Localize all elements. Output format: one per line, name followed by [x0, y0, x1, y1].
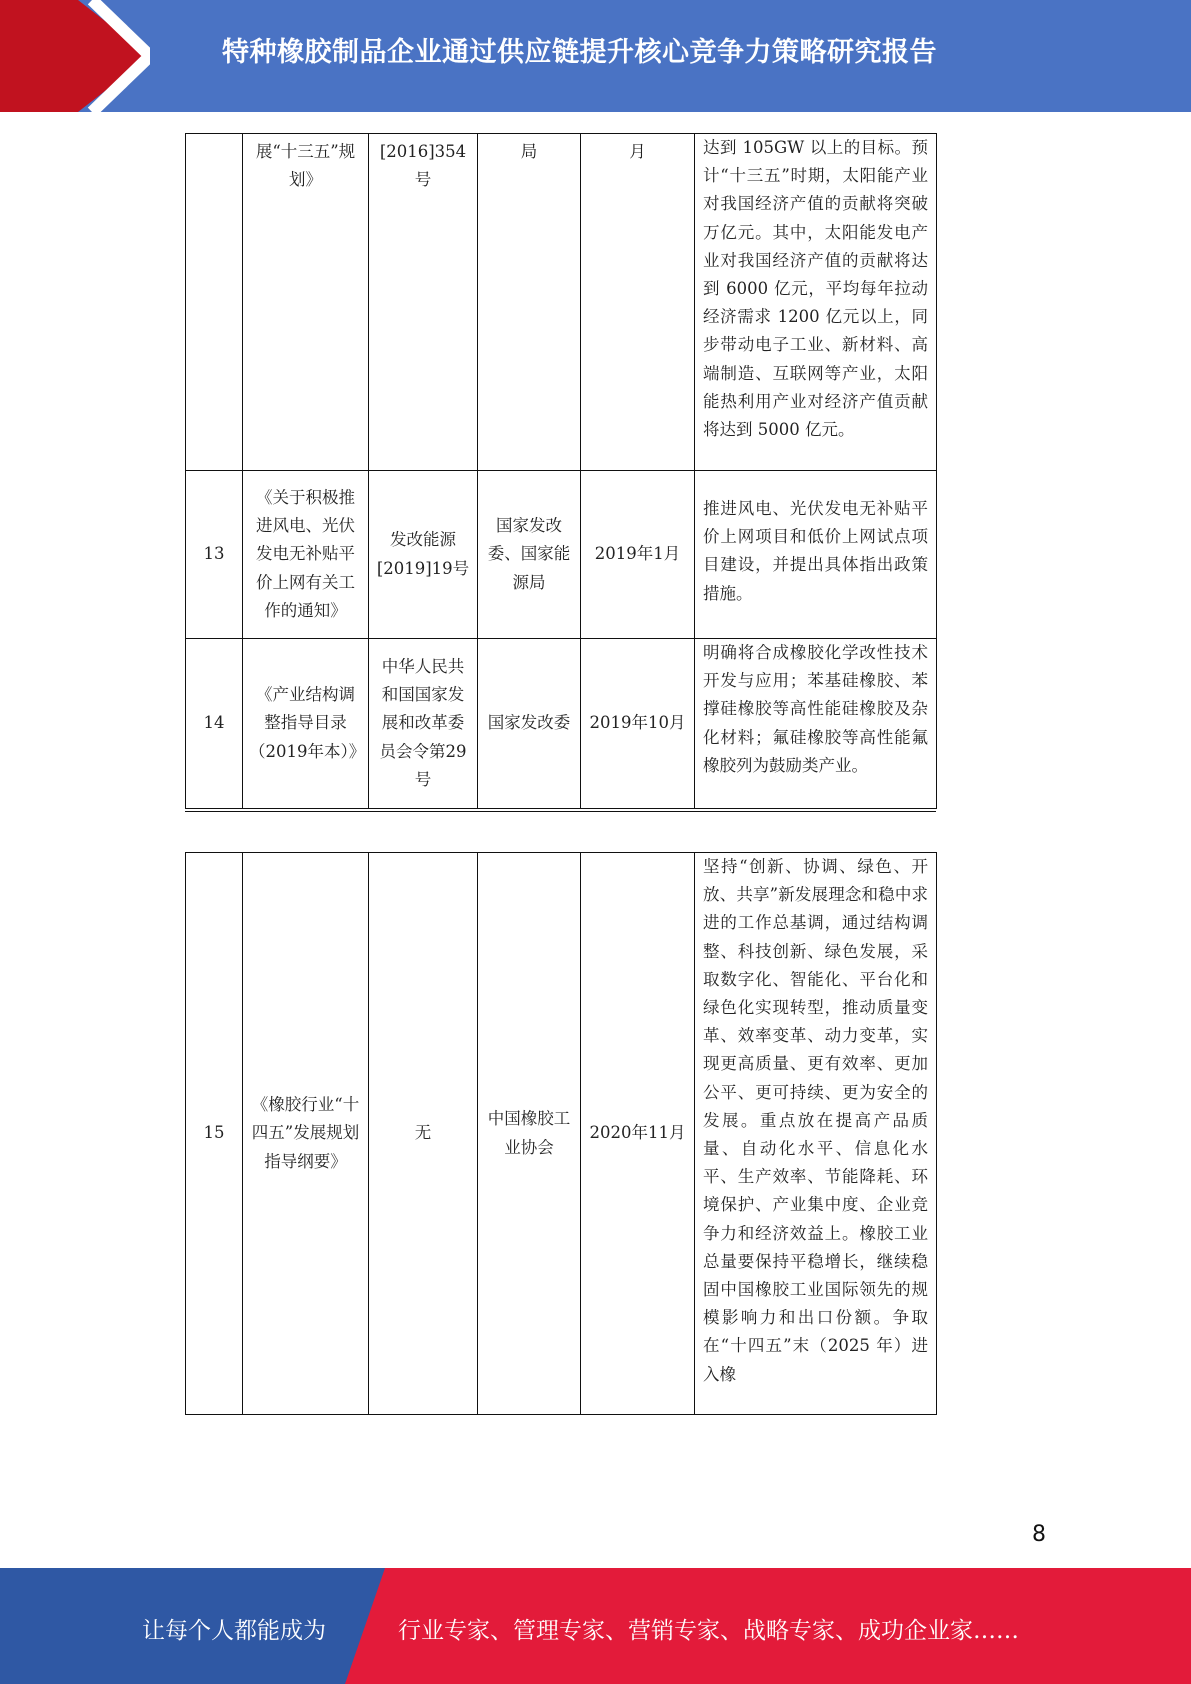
policy-content: 明确将合成橡胶化学改性技术开发与应用；苯基硅橡胶、苯撑硅橡胶等高性能硅橡胶及杂化材料；氟硅橡胶等高性能氟橡胶列为鼓励类产业。	[695, 639, 937, 809]
document-number: [2016]354号	[369, 134, 478, 471]
document-number: 无	[369, 853, 478, 1415]
issue-date: 2019年1月	[581, 471, 695, 639]
footer-slogan-left: 让每个人都能成为	[142, 1618, 326, 1644]
document-number: 发改能源[2019]19号	[369, 471, 478, 639]
policy-name: 展“十三五”规划》	[243, 134, 369, 471]
issuing-authority: 国家发改委、国家能源局	[478, 471, 581, 639]
table-row	[186, 134, 937, 471]
page-number: 8	[1032, 1522, 1046, 1547]
issuing-authority: 局	[478, 134, 581, 471]
page-header	[0, 0, 1191, 112]
row-number	[186, 134, 243, 471]
table-row	[186, 853, 937, 1415]
report-title: 特种橡胶制品企业通过供应链提升核心竞争力策略研究报告	[222, 37, 937, 68]
header-chevron-icon	[0, 0, 150, 112]
policy-name: 《产业结构调整指导目录（2019年本）》	[243, 639, 369, 809]
row-number: 13	[186, 471, 243, 639]
issue-date: 2019年10月	[581, 639, 695, 809]
policy-table	[185, 852, 937, 1415]
document-number: 中华人民共和国国家发展和改革委员会令第29号	[369, 639, 478, 809]
policy-content: 推进风电、光伏发电无补贴平价上网项目和低价上网试点项目建设，并提出具体指出政策措施。	[695, 471, 937, 639]
policy-name: 《关于积极推进风电、光伏发电无补贴平价上网有关工作的通知》	[243, 471, 369, 639]
footer-slogan-right: 行业专家、管理专家、营销专家、战略专家、成功企业家……	[398, 1618, 1019, 1644]
row-number: 15	[186, 853, 243, 1415]
table-bottom-rule	[185, 811, 936, 812]
issue-date: 月	[581, 134, 695, 471]
policy-table-continued	[185, 133, 937, 809]
issuing-authority: 中国橡胶工业协会	[478, 853, 581, 1415]
policy-content: 达到 105GW 以上的目标。预计“十三五”时期，太阳能产业对我国经济产值的贡献将突破万亿元。其中，太阳能发电产业对我国经济产值的贡献将达到 6000 亿元，平均每年拉动经济需求 1200 亿元以上，同步带动电子工业、新材料、高端制造、互联网等产业，太阳能热利用产业对经济产值贡献将达到 5000 亿元。	[695, 134, 937, 471]
policy-name: 《橡胶行业“十四五”发展规划指导纲要》	[243, 853, 369, 1415]
table-row	[186, 471, 937, 639]
policy-content: 坚持“创新、协调、绿色、开放、共享”新发展理念和稳中求进的工作总基调，通过结构调整、科技创新、绿色发展，采取数字化、智能化、平台化和绿色化实现转型，推动质量变革、效率变革、动力变革，实现更高质量、更有效率、更加公平、更可持续、更为安全的发展。重点放在提高产品质量、自动化水平、信息化水平、生产效率、节能降耗、环境保护、产业集中度、企业竞争力和经济效益上。橡胶工业总量要保持平稳增长，继续稳固中国橡胶工业国际领先的规模影响力和出口份额。争取在“十四五”末（2025 年）进入橡	[695, 853, 937, 1415]
issue-date: 2020年11月	[581, 853, 695, 1415]
row-number: 14	[186, 639, 243, 809]
issuing-authority: 国家发改委	[478, 639, 581, 809]
table-row	[186, 639, 937, 809]
page-footer	[0, 1568, 1191, 1684]
